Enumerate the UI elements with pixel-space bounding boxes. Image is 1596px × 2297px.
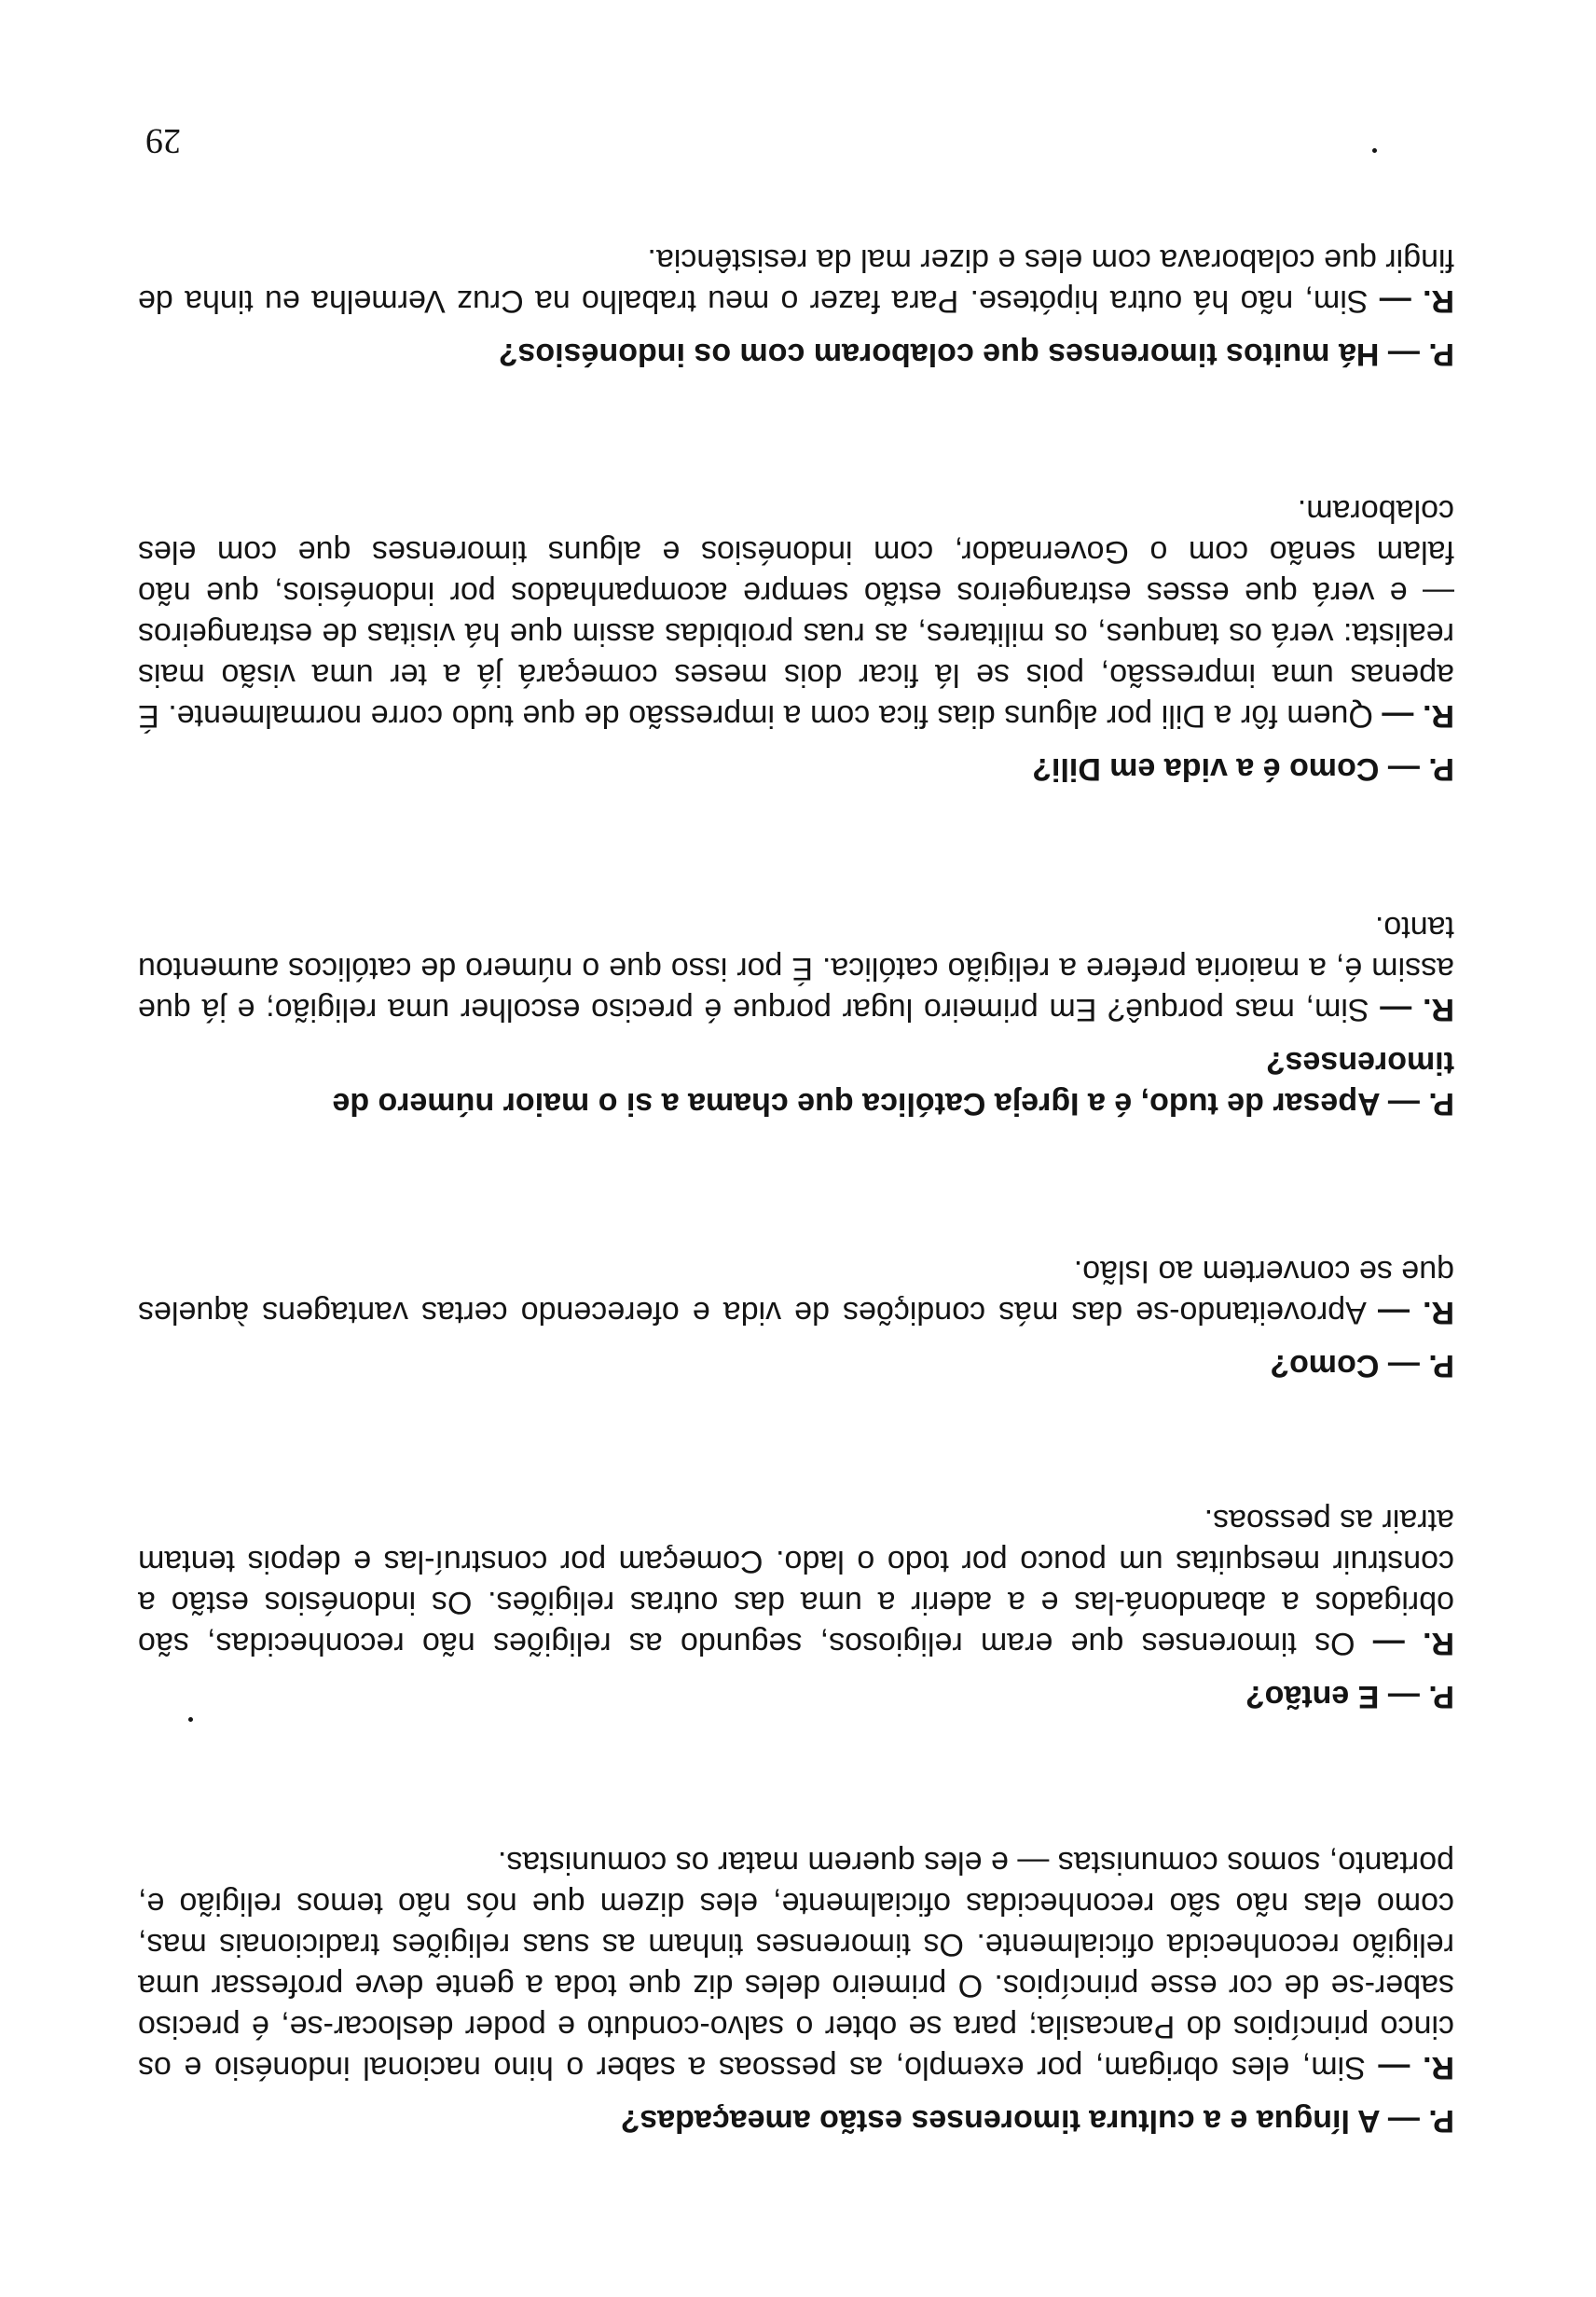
answer-4 bbox=[138, 907, 1454, 1030]
question-4: P. — Apesar de tudo, é a Igreja Católica que chama a si o maior número de timorenses? bbox=[332, 1045, 1454, 1121]
answer-label: R. — bbox=[1378, 2050, 1454, 2085]
page-number: 29 bbox=[145, 121, 181, 160]
answer-label: R. — bbox=[1382, 698, 1454, 734]
answer-text: Os timorenses que eram religiosos, segundo as religiões não reconhecidas, são obrigados a abandoná-las e a aderir a uma das outras religiões. Os indonésios estão a construir mesquitas um pouco por todo o lado. Começam por construí-las e depois tentam atrair as pessoas. bbox=[138, 1503, 1454, 1661]
answer-2 bbox=[138, 1500, 1454, 1664]
ink-speck bbox=[188, 1717, 193, 1722]
answer-3 bbox=[138, 1251, 1454, 1333]
answer-label: R. — bbox=[1379, 283, 1454, 319]
answer-label: R. — bbox=[1377, 1295, 1454, 1330]
answer-text: Sim, eles obrigam, por exemplo, as pessoas a saber o hino nacional indonésio e os cinco princípios do Pancasila; para se obter o salvo-conduto e poder deslocar-se, é preciso saber-se de cor esse princípios. O primeiro deles diz que toda a gente deve professar uma religião reconhecida oficialmente. Os timorenses tinham as suas religiões tradicionais mas, como elas não são reconhecidas oficialmente, eles dizem que nós não temos religião e, portanto, somos comunistas — e eles querem matar os comunistas. bbox=[138, 1845, 1454, 2085]
answer-label: R. — bbox=[1380, 992, 1454, 1027]
answer-text: Sim, não há outra hipótese. Para fazer o meu trabalho na Cruz Vermelha eu tinha de fingir que colaborava com eles e dizer mal da resistência. bbox=[137, 242, 1454, 319]
question-6: P. — Há muitos timorenses que colaboram com os indonésios? bbox=[498, 337, 1454, 372]
answer-text: Quem fôr a Dili por alguns dias fica com a impressão de que tudo corre normalmente. É apenas uma impressão, pois se lá ficar dois meses começará já a ter uma visão mais realista: verá os tanques, os militares, as ruas proibidas assim que há visitas de estrangeiros — e verá que esses estrangeiros estão sempre acompanhados por indonésios, que não falam senão com o Governador, com indonésios e alguns timorenses que com eles colaboram. bbox=[138, 493, 1454, 734]
answer-text: Aproveitando-se das más condições de vida e oferecendo certas vantagens àqueles que se convertem ao Islão. bbox=[138, 1254, 1454, 1330]
question-3: P. — Como? bbox=[1270, 1348, 1454, 1383]
question-1: P. — A língua e a cultura timorenses estão ameaçadas? bbox=[620, 2103, 1454, 2139]
answer-1 bbox=[138, 1842, 1454, 2088]
answer-label: R. — bbox=[1372, 1626, 1454, 1661]
interview-column bbox=[138, 240, 1454, 2141]
ink-speck bbox=[1372, 148, 1377, 153]
answer-6 bbox=[138, 240, 1454, 322]
question-5: P. — Como é a vida em Dili? bbox=[1032, 751, 1454, 787]
answer-5 bbox=[138, 490, 1454, 736]
answer-text: Sim, mas porquê? Em primeiro lugar porque é preciso escolher uma religião; e já que assim é, a maioria prefere a religião católica. É por isso que o número de católicos aumentou tanto. bbox=[138, 910, 1454, 1027]
question-2: P. — E então? bbox=[1245, 1679, 1454, 1714]
